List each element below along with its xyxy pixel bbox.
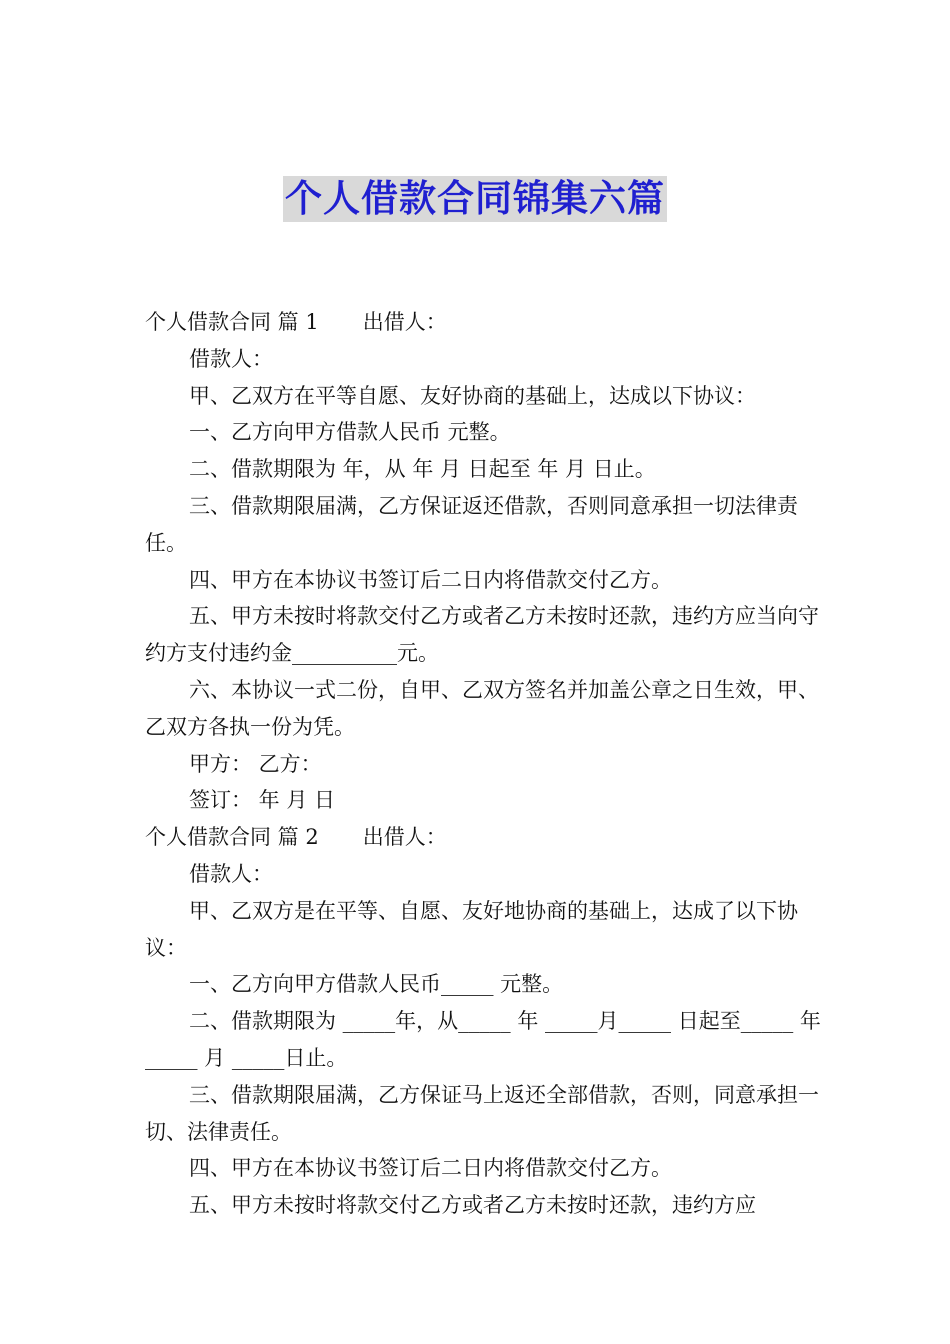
paragraph: 甲方： 乙方：: [189, 751, 322, 776]
section-label: 个人借款合同 篇 1: [145, 310, 319, 334]
paragraph: 一、乙方向甲方借款人民币 元整。: [189, 420, 511, 445]
paragraph: 二、借款期限为 年，从 年 月 日起至 年 月 日止。: [189, 457, 656, 482]
paragraph: 借款人：: [189, 346, 273, 371]
section-lender: 出借人：: [362, 825, 447, 850]
paragraph: 五、甲方未按时将款交付乙方或者乙方未按时还款，违约方应当向守约方支付违约金__________元。: [145, 604, 819, 666]
paragraph: 六、本协议一式二份，自甲、乙双方签名并加盖公章之日生效，甲、乙双方各执一份为凭。: [145, 677, 819, 739]
paragraph: 三、借款期限届满，乙方保证返还借款，否则同意承担一切法律责任。: [145, 493, 798, 555]
section-heading-1: [145, 304, 825, 341]
document-body: [145, 304, 825, 1224]
paragraph: 四、甲方在本协议书签订后二日内将借款交付乙方。: [189, 1156, 672, 1181]
paragraph: 一、乙方向甲方借款人民币_____ 元整。: [189, 972, 564, 997]
document-title: 个人借款合同锦集六篇: [285, 177, 665, 220]
paragraph: 三、借款期限届满，乙方保证马上返还全部借款，否则，同意承担一切、法律责任。: [145, 1082, 819, 1144]
section-heading-2: [145, 819, 825, 856]
section-lender: 出借人：: [362, 310, 447, 334]
paragraph: 四、甲方在本协议书签订后二日内将借款交付乙方。: [189, 567, 672, 592]
paragraph: 签订： 年 月 日: [189, 788, 336, 813]
paragraph: 甲、乙双方在平等自愿、友好协商的基础上，达成以下协议：: [189, 383, 756, 408]
paragraph: 甲、乙双方是在平等、自愿、友好地协商的基础上，达成了以下协议：: [145, 898, 798, 960]
section-label: 个人借款合同 篇 2: [145, 825, 319, 850]
paragraph: 五、甲方未按时将款交付乙方或者乙方未按时还款，违约方应: [189, 1193, 756, 1218]
title-wrapper: [0, 176, 950, 222]
paragraph: 借款人：: [189, 861, 273, 886]
paragraph: 二、借款期限为 _____年，从_____ 年 _____月_____ 日起至_____ 年_____ 月 _____日止。: [145, 1009, 821, 1070]
